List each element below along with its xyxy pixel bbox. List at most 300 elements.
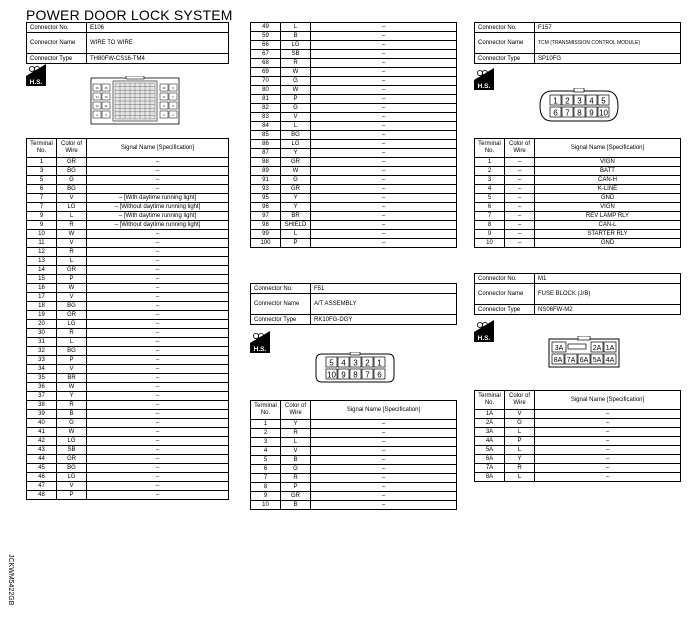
terminal-cell: 39 bbox=[27, 410, 57, 419]
signal-cell: – bbox=[535, 473, 681, 482]
table-row bbox=[27, 167, 229, 176]
signal-cell: – bbox=[311, 501, 457, 510]
signal-cell: – bbox=[87, 401, 229, 410]
f51-pin-label: 4 bbox=[341, 358, 346, 368]
e106-info-table bbox=[26, 22, 229, 64]
terminal-cell: 10 bbox=[27, 230, 57, 239]
e106-terminal-table-continued bbox=[250, 22, 457, 248]
table-row bbox=[475, 176, 681, 185]
table-row bbox=[27, 311, 229, 320]
signal-cell: STARTER RLY bbox=[535, 230, 681, 239]
terminal-cell: 1 bbox=[27, 158, 57, 167]
terminal-cell: 4A bbox=[475, 437, 505, 446]
table-row bbox=[251, 203, 457, 212]
table-row bbox=[251, 221, 457, 230]
table-row bbox=[475, 167, 681, 176]
signal-cell: VIGN bbox=[535, 203, 681, 212]
signal-cell: – [With daytime running light] bbox=[87, 194, 229, 203]
table-row bbox=[475, 221, 681, 230]
f157-pin-label: 9 bbox=[589, 108, 594, 118]
signal-cell: – bbox=[311, 212, 457, 221]
connector-name-label: Connector Name bbox=[251, 294, 311, 315]
color-cell: GR bbox=[281, 185, 311, 194]
terminal-cell: 5 bbox=[475, 194, 505, 203]
signal-cell: – bbox=[87, 392, 229, 401]
color-cell: W bbox=[57, 284, 87, 293]
e106-pin-label: 9 bbox=[172, 86, 174, 90]
e106-pin-label: 14 bbox=[95, 95, 99, 99]
signal-cell: – bbox=[311, 492, 457, 501]
table-row bbox=[475, 437, 681, 446]
table-row bbox=[251, 50, 457, 59]
signal-cell: – bbox=[311, 131, 457, 140]
terminal-header: Terminal No. bbox=[251, 401, 281, 420]
e106-pin-label: 5 bbox=[172, 104, 174, 108]
table-row bbox=[251, 483, 457, 492]
signal-cell: – bbox=[87, 320, 229, 329]
terminal-cell: 37 bbox=[27, 392, 57, 401]
color-cell: – bbox=[505, 203, 535, 212]
signal-cell: – bbox=[311, 203, 457, 212]
table-row bbox=[27, 347, 229, 356]
signal-cell: – bbox=[311, 239, 457, 248]
terminal-cell: 49 bbox=[251, 23, 281, 32]
color-cell: L bbox=[281, 230, 311, 239]
hs-icon bbox=[474, 320, 494, 342]
signal-cell: GND bbox=[535, 194, 681, 203]
signal-cell: – bbox=[311, 104, 457, 113]
color-cell: – bbox=[505, 194, 535, 203]
table-row bbox=[475, 239, 681, 248]
color-cell: B bbox=[281, 32, 311, 41]
table-row bbox=[251, 122, 457, 131]
color-cell: G bbox=[281, 104, 311, 113]
signal-cell: – bbox=[87, 482, 229, 491]
terminal-header: Terminal No. bbox=[475, 391, 505, 410]
terminal-cell: 8 bbox=[475, 221, 505, 230]
color-cell: LG bbox=[281, 41, 311, 50]
terminal-cell: 11 bbox=[27, 239, 57, 248]
signal-cell: REV LAMP RLY bbox=[535, 212, 681, 221]
terminal-cell: 31 bbox=[27, 338, 57, 347]
f51-terminal-table bbox=[250, 400, 457, 510]
table-row bbox=[475, 203, 681, 212]
color-cell: BG bbox=[57, 464, 87, 473]
e106-terminal-table bbox=[26, 138, 229, 500]
color-cell: – bbox=[505, 212, 535, 221]
color-cell: Y bbox=[57, 392, 87, 401]
color-cell: P bbox=[281, 239, 311, 248]
terminal-cell: 83 bbox=[251, 113, 281, 122]
terminal-cell: 43 bbox=[27, 446, 57, 455]
e106-pin-label: 12 bbox=[95, 104, 99, 108]
signal-header: Signal Name [Specification] bbox=[535, 391, 681, 410]
table-row bbox=[251, 465, 457, 474]
signal-cell: – bbox=[311, 158, 457, 167]
color-cell: G bbox=[505, 419, 535, 428]
table-row bbox=[251, 95, 457, 104]
terminal-cell: 97 bbox=[251, 212, 281, 221]
signal-cell: – bbox=[311, 176, 457, 185]
m1-info-table bbox=[474, 273, 681, 315]
color-cell: W bbox=[57, 230, 87, 239]
terminal-cell: 12 bbox=[27, 248, 57, 257]
terminal-cell: 7 bbox=[27, 194, 57, 203]
color-cell: L bbox=[505, 473, 535, 482]
f51-pin-label: 7 bbox=[365, 370, 370, 380]
table-row bbox=[27, 302, 229, 311]
table-row bbox=[27, 230, 229, 239]
table-row bbox=[475, 446, 681, 455]
color-cell: GR bbox=[281, 158, 311, 167]
f157-pin-label: 10 bbox=[599, 108, 608, 118]
table-row bbox=[251, 140, 457, 149]
terminal-cell: 9 bbox=[27, 221, 57, 230]
signal-cell: – bbox=[311, 95, 457, 104]
color-cell: BG bbox=[57, 347, 87, 356]
signal-cell: – bbox=[87, 284, 229, 293]
color-cell: W bbox=[57, 428, 87, 437]
table-row bbox=[27, 365, 229, 374]
signal-cell: – bbox=[87, 167, 229, 176]
table-row bbox=[251, 185, 457, 194]
table-row bbox=[475, 473, 681, 482]
table-row bbox=[475, 212, 681, 221]
terminal-cell: 10 bbox=[475, 239, 505, 248]
signal-cell: – bbox=[311, 185, 457, 194]
terminal-cell: 45 bbox=[27, 464, 57, 473]
f157-pin-label: 5 bbox=[601, 96, 606, 106]
signal-cell: – bbox=[535, 437, 681, 446]
terminal-cell: 8 bbox=[251, 483, 281, 492]
color-cell: L bbox=[57, 212, 87, 221]
table-row bbox=[251, 194, 457, 203]
color-header: Color of Wire bbox=[57, 139, 87, 158]
signal-cell: – bbox=[535, 410, 681, 419]
terminal-cell: 100 bbox=[251, 239, 281, 248]
terminal-cell: 7 bbox=[27, 203, 57, 212]
table-row bbox=[27, 212, 229, 221]
color-cell: – bbox=[505, 239, 535, 248]
color-cell: GR bbox=[281, 492, 311, 501]
signal-cell: – bbox=[87, 302, 229, 311]
signal-cell: – bbox=[311, 230, 457, 239]
terminal-cell: 7 bbox=[251, 474, 281, 483]
table-row bbox=[475, 230, 681, 239]
terminal-cell: 17 bbox=[27, 293, 57, 302]
table-row bbox=[27, 428, 229, 437]
terminal-cell: 38 bbox=[27, 401, 57, 410]
m1-pin-label: 4A bbox=[605, 357, 615, 364]
signal-cell: – bbox=[87, 437, 229, 446]
color-cell: – bbox=[505, 221, 535, 230]
terminal-cell: 2 bbox=[475, 167, 505, 176]
table-row bbox=[475, 464, 681, 473]
color-cell: Y bbox=[505, 455, 535, 464]
table-row bbox=[27, 338, 229, 347]
table-row bbox=[251, 59, 457, 68]
terminal-cell: 81 bbox=[251, 95, 281, 104]
terminal-cell: 3 bbox=[251, 438, 281, 447]
hs-icon bbox=[26, 64, 46, 86]
signal-cell: – bbox=[87, 257, 229, 266]
terminal-cell: 42 bbox=[27, 437, 57, 446]
color-cell: B bbox=[281, 456, 311, 465]
signal-cell: – bbox=[535, 428, 681, 437]
terminal-cell: 4 bbox=[475, 185, 505, 194]
terminal-cell: 5 bbox=[251, 456, 281, 465]
terminal-cell: 20 bbox=[27, 320, 57, 329]
table-row bbox=[251, 23, 457, 32]
table-row bbox=[251, 158, 457, 167]
color-cell: – bbox=[505, 176, 535, 185]
color-cell: – bbox=[505, 185, 535, 194]
signal-cell: – bbox=[87, 455, 229, 464]
m1-pin-label: 8A bbox=[553, 357, 563, 364]
signal-cell: – bbox=[87, 329, 229, 338]
signal-cell: – bbox=[87, 176, 229, 185]
table-row bbox=[27, 203, 229, 212]
table-row bbox=[27, 383, 229, 392]
table-row bbox=[251, 230, 457, 239]
color-cell: Y bbox=[281, 203, 311, 212]
signal-cell: – [Without daytime running light] bbox=[87, 203, 229, 212]
terminal-cell: 80 bbox=[251, 86, 281, 95]
terminal-cell: 32 bbox=[27, 347, 57, 356]
m1-pin-label: 3A bbox=[554, 345, 564, 352]
signal-cell: – bbox=[311, 483, 457, 492]
terminal-cell: 7A bbox=[475, 464, 505, 473]
connector-name: TCM (TRANSMISSION CONTROL MODULE) bbox=[535, 33, 681, 54]
signal-cell: – bbox=[311, 41, 457, 50]
f157-info-table bbox=[474, 22, 681, 64]
signal-cell: – bbox=[311, 77, 457, 86]
signal-cell: – bbox=[311, 420, 457, 429]
signal-cell: – bbox=[87, 473, 229, 482]
signal-cell: – bbox=[87, 158, 229, 167]
table-row bbox=[27, 266, 229, 275]
page-title: POWER DOOR LOCK SYSTEM bbox=[26, 7, 233, 23]
connector-name: WIRE TO WIRE bbox=[87, 33, 229, 54]
color-cell: BR bbox=[57, 374, 87, 383]
table-row bbox=[27, 248, 229, 257]
terminal-cell: 34 bbox=[27, 365, 57, 374]
hs-label: H.S. bbox=[477, 83, 491, 90]
table-row bbox=[251, 492, 457, 501]
table-row bbox=[27, 257, 229, 266]
table-row bbox=[475, 185, 681, 194]
signal-cell: – bbox=[87, 293, 229, 302]
f157-terminal-table bbox=[474, 138, 681, 248]
table-row bbox=[251, 176, 457, 185]
hs-label: H.S. bbox=[253, 346, 267, 353]
color-cell: LG bbox=[57, 437, 87, 446]
e106-center-pin-block bbox=[113, 81, 157, 121]
color-cell: V bbox=[505, 410, 535, 419]
color-cell: V bbox=[57, 293, 87, 302]
e106-pin-label: 13 bbox=[104, 95, 108, 99]
color-cell: BG bbox=[57, 302, 87, 311]
terminal-cell: 67 bbox=[251, 50, 281, 59]
signal-cell: – bbox=[87, 347, 229, 356]
table-row bbox=[27, 464, 229, 473]
terminal-cell: 1 bbox=[475, 158, 505, 167]
hs-icon bbox=[474, 68, 494, 90]
color-cell: W bbox=[281, 68, 311, 77]
color-cell: Y bbox=[281, 420, 311, 429]
signal-cell: – bbox=[87, 365, 229, 374]
color-cell: R bbox=[281, 429, 311, 438]
signal-cell: – bbox=[87, 311, 229, 320]
color-cell: SB bbox=[57, 446, 87, 455]
connector-no-label: Connector No. bbox=[475, 274, 535, 284]
m1-pin-label: 5A bbox=[592, 357, 602, 364]
terminal-cell: 88 bbox=[251, 158, 281, 167]
color-cell: BG bbox=[57, 185, 87, 194]
connector-name: A/T ASSEMBLY bbox=[311, 294, 457, 315]
table-row bbox=[251, 429, 457, 438]
terminal-cell: 96 bbox=[251, 203, 281, 212]
color-cell: V bbox=[57, 365, 87, 374]
color-cell: P bbox=[505, 437, 535, 446]
table-row bbox=[251, 438, 457, 447]
signal-cell: – bbox=[311, 68, 457, 77]
table-row bbox=[27, 329, 229, 338]
table-row bbox=[251, 420, 457, 429]
connector-type: RK10FG-DGY bbox=[311, 315, 457, 325]
f51-pin-label: 9 bbox=[341, 370, 346, 380]
signal-cell: – bbox=[87, 248, 229, 257]
connector-no: E106 bbox=[87, 23, 229, 33]
signal-cell: – bbox=[311, 447, 457, 456]
table-row bbox=[475, 419, 681, 428]
terminal-cell: 70 bbox=[251, 77, 281, 86]
signal-cell: – bbox=[311, 474, 457, 483]
color-cell: V bbox=[57, 194, 87, 203]
color-cell: LG bbox=[281, 140, 311, 149]
f157-pin-label: 3 bbox=[577, 96, 582, 106]
signal-cell: – bbox=[87, 419, 229, 428]
signal-cell: – bbox=[311, 167, 457, 176]
signal-cell: – bbox=[87, 491, 229, 500]
e106-pin-label: 3 bbox=[105, 113, 107, 117]
color-cell: BG bbox=[281, 131, 311, 140]
signal-cell: – bbox=[535, 464, 681, 473]
color-cell: – bbox=[505, 167, 535, 176]
f157-pin-label: 7 bbox=[565, 108, 570, 118]
m1-pin-label: 1A bbox=[605, 345, 615, 352]
terminal-cell: 87 bbox=[251, 149, 281, 158]
table-row bbox=[27, 419, 229, 428]
signal-cell: – bbox=[87, 374, 229, 383]
table-row bbox=[251, 104, 457, 113]
m1-pin-label: 2A bbox=[592, 345, 602, 352]
color-cell: R bbox=[57, 221, 87, 230]
terminal-cell: 14 bbox=[27, 266, 57, 275]
terminal-cell: 36 bbox=[27, 383, 57, 392]
signal-cell: – bbox=[87, 356, 229, 365]
hs-icon bbox=[250, 331, 270, 353]
signal-cell: – bbox=[87, 230, 229, 239]
terminal-cell: 6 bbox=[251, 465, 281, 474]
signal-cell: – bbox=[87, 275, 229, 284]
table-row bbox=[251, 447, 457, 456]
terminal-cell: 6A bbox=[475, 455, 505, 464]
signal-cell: – bbox=[87, 410, 229, 419]
table-row bbox=[475, 455, 681, 464]
f157-pin-label: 2 bbox=[565, 96, 570, 106]
signal-cell: – bbox=[311, 122, 457, 131]
f157-pin-label: 1 bbox=[553, 96, 558, 106]
f51-pin-label: 5 bbox=[329, 358, 334, 368]
f51-pin-label: 8 bbox=[353, 370, 358, 380]
table-row bbox=[475, 410, 681, 419]
f51-pin-label: 3 bbox=[353, 358, 358, 368]
terminal-cell: 3A bbox=[475, 428, 505, 437]
m1-connector-diagram bbox=[548, 336, 620, 368]
terminal-cell: 93 bbox=[251, 185, 281, 194]
terminal-header: Terminal No. bbox=[475, 139, 505, 158]
signal-cell: – bbox=[311, 59, 457, 68]
table-row bbox=[27, 401, 229, 410]
color-cell: GR bbox=[57, 311, 87, 320]
table-row bbox=[27, 185, 229, 194]
terminal-cell: 5 bbox=[27, 176, 57, 185]
color-cell: P bbox=[57, 356, 87, 365]
signal-cell: – bbox=[87, 446, 229, 455]
table-row bbox=[251, 474, 457, 483]
signal-cell: – bbox=[87, 338, 229, 347]
e106-pin-label: 15 bbox=[104, 86, 108, 90]
terminal-cell: 5A bbox=[475, 446, 505, 455]
color-cell: LG bbox=[57, 203, 87, 212]
table-row bbox=[251, 212, 457, 221]
terminal-cell: 44 bbox=[27, 455, 57, 464]
signal-cell: – bbox=[311, 465, 457, 474]
terminal-cell: 13 bbox=[27, 257, 57, 266]
f157-pin-label: 6 bbox=[553, 108, 558, 118]
signal-header: Signal Name [Specification] bbox=[535, 139, 681, 158]
terminal-cell: 8A bbox=[475, 473, 505, 482]
terminal-cell: 69 bbox=[251, 68, 281, 77]
color-cell: G bbox=[57, 419, 87, 428]
m1-pin-label: 6A bbox=[579, 357, 589, 364]
color-cell: L bbox=[281, 23, 311, 32]
f51-pin-label: 6 bbox=[377, 370, 382, 380]
signal-cell: – bbox=[311, 429, 457, 438]
table-row bbox=[27, 176, 229, 185]
signal-cell: – [With daytime running light] bbox=[87, 212, 229, 221]
table-row bbox=[27, 284, 229, 293]
table-row bbox=[251, 456, 457, 465]
connector-name-label: Connector Name bbox=[475, 33, 535, 54]
f157-connector-diagram bbox=[538, 88, 620, 124]
connector-no-label: Connector No. bbox=[475, 23, 535, 33]
color-cell: L bbox=[505, 428, 535, 437]
signal-cell: VIGN bbox=[535, 158, 681, 167]
color-cell: GR bbox=[57, 266, 87, 275]
terminal-cell: 59 bbox=[251, 32, 281, 41]
connector-type-label: Connector Type bbox=[475, 54, 535, 64]
color-cell: SHIELD bbox=[281, 221, 311, 230]
signal-cell: K-LINE bbox=[535, 185, 681, 194]
color-cell: R bbox=[505, 464, 535, 473]
connector-no-label: Connector No. bbox=[27, 23, 87, 33]
table-row bbox=[27, 455, 229, 464]
terminal-cell: 89 bbox=[251, 167, 281, 176]
terminal-cell: 9 bbox=[27, 212, 57, 221]
terminal-cell: 2 bbox=[251, 429, 281, 438]
